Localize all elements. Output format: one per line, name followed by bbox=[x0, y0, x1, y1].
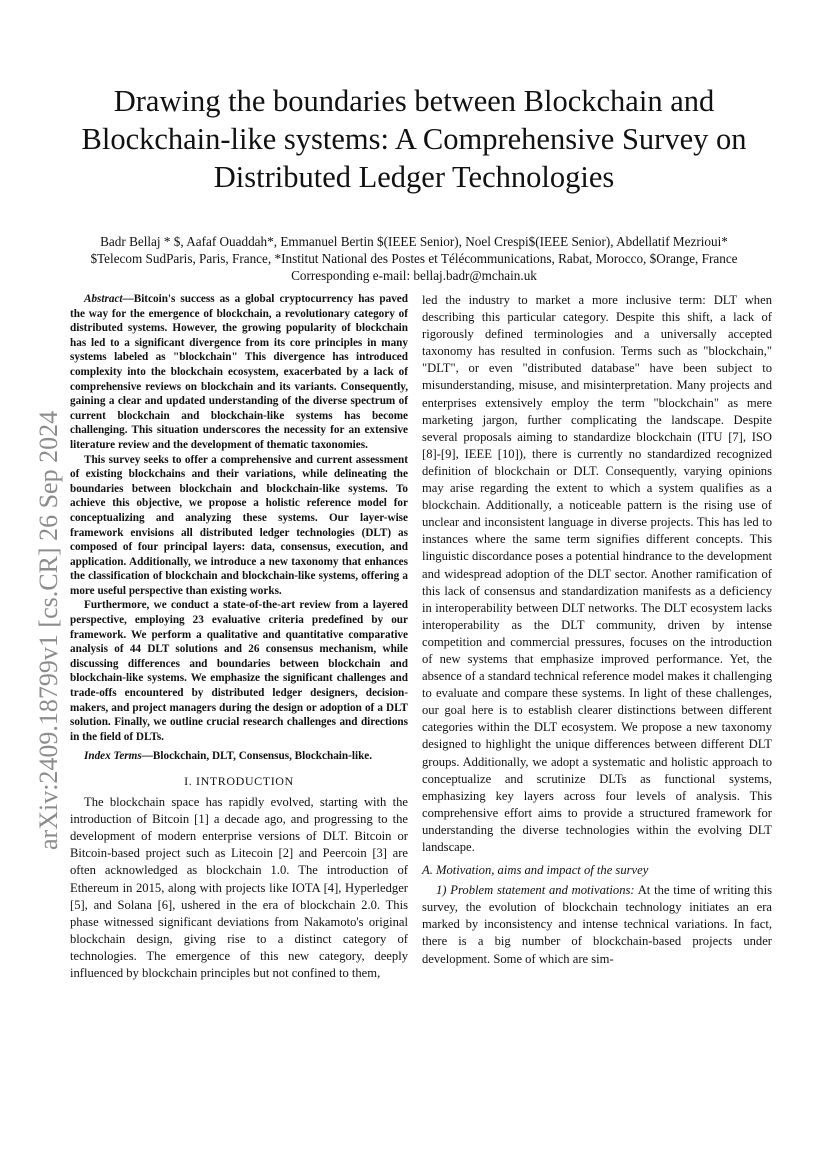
author-block bbox=[30, 233, 798, 284]
problem-statement-paragraph bbox=[422, 882, 772, 967]
index-terms-text: —Blockchain, DLT, Consensus, Blockchain-like. bbox=[141, 750, 373, 763]
intro-paragraph-1-continued: led the industry to market a more inclusive term: DLT when describing this particular category. Despite this shift, a lack of rigorously defined terminologies and a universally accepted taxonomy has resulted in confusion. Terms such as "blockchain," "DLT", or even "distributed database" have been subject to misunderstanding, misuse, and misinterpretation. Many projects and enterprises extensively employ the term "blockchain" as mere marketing jargon, further complicating the landscape. Despite several proposals aiming to standardize blockchain (ITU [7], ISO [8]-[9], IEEE [10]), there is currently no standardized recognized definition of blockchain or DLT. Consequently, varying opinions may arise regarding the extent to which a system qualifies as a blockchain. Additionally, a noticeable pattern is the rising use of unclear and inconsistent language in diverse projects. This has led to instances where the same term signifies different concepts. This linguistic discordance poses a potential hindrance to the development and widespread adoption of the DLT sector. Another ramification of this lack of consensus and standardization manifests as a deficiency in interoperability between DLT networks. The DLT ecosystem lacks interoperability as the DLT community, driven by intense competition and commercial pressures, focuses on the introduction of new systems that emphasize improved performance. Yet, the absence of a standard technical reference model makes it challenging to evaluate and compare these systems. In light of these challenges, our goal here is to establish clearer distinctions between different categories within the DLT ecosystem. We propose a new taxonomy designed to highlight the unique differences between different DLT groups. Additionally, we adopt a systematic and holistic approach to conceptualize and scrutinize DLTs as functional systems, emphasizing key layers across four levels of analysis. This comprehensive effort aims to provide a structured framework for understanding the diverse technologies within the evolving DLT landscape. bbox=[422, 293, 772, 854]
subsection-heading: A. Motivation, aims and impact of the survey bbox=[422, 863, 649, 878]
author-email: Corresponding e-mail: bellaj.badr@mchain.uk bbox=[291, 268, 537, 283]
abstract-paragraph-3: Furthermore, we conduct a state-of-the-art review from a layered perspective, employing 23 evaluative criteria predefined by our framework. We perform a qualitative and quantitative comparative analysis of 44 DLT solutions and 26 consensus mechanism, while discussing differences and boundaries between blockchain and blockchain-like systems. We emphasize the significant challenges and trade-offs encountered by distributed ledger designers, decision-makers, and project managers during the design or adoption of a DLT solution. Finally, we outline crucial research challenges and directions in the field of DLTs. bbox=[70, 599, 408, 743]
intro-paragraph-1: The blockchain space has rapidly evolved, starting with the introduction of Bitcoin [1] a decade ago, and progressing to the development of modern enterprise versions of DLT. Bitcoin or Bitcoin-based project such as Litecoin [2] and Peercoin [3] are often acknowledged as blockchain 1.0. The introduction of Ethereum in 2015, along with projects like IOTA [4], Hyperledger [5], and Solana [6], ushered in the era of blockchain 2.0. This phase witnessed significant deviations from Nakamoto's original blockchain design, giving rise to a distinct category of technologies. The emergence of this new category, deeply influenced by blockchain principles but not confined to them, bbox=[70, 795, 408, 981]
author-names: Badr Bellaj * $, Aafaf Ouaddah*, Emmanuel Bertin $(IEEE Senior), Noel Crespi$(IEEE Senior), Abdellatif Mezrioui* bbox=[100, 234, 728, 249]
abstract-paragraph-1 bbox=[70, 292, 408, 453]
problem-statement-text: At the time of writing this survey, the evolution of blockchain technology initiates an era marked by inconsistency and intense technical variations. In fact, there is a big number of blockchain-based projects under development. Some of which are sim- bbox=[422, 883, 773, 966]
left-column bbox=[70, 292, 408, 982]
paper-title: Drawing the boundaries between Blockchain and Blockchain-like systems: A Comprehensive Survey on Distributed Ledger Technologies bbox=[81, 84, 747, 194]
right-column bbox=[422, 292, 772, 968]
index-terms bbox=[70, 749, 408, 764]
abstract-paragraph-2: This survey seeks to offer a comprehensive and current assessment of existing blockchains and their variations, while delineating the boundaries between blockchain and blockchain-like systems. To achieve this objective, we propose a holistic reference model for conceptualizing and analyzing these systems. Our layer-wise framework envisions all distributed ledger technologies (DLT) as composed of four principal layers: data, consensus, execution, and application. Additionally, we introduce a new taxonomy that enhances the classification of blockchain and blockchain-like systems, offering a more useful perspective than existing works. bbox=[70, 453, 408, 597]
index-terms-label: Index Terms bbox=[84, 750, 142, 763]
arxiv-stamp: arXiv:2409.18799v1 [cs.CR] 26 Sep 2024 bbox=[34, 410, 63, 850]
intro-heading: I. INTRODUCTION bbox=[184, 774, 294, 788]
problem-statement-label: 1) Problem statement and motivations: bbox=[436, 883, 635, 898]
abstract-text-1: —Bitcoin's success as a global cryptocurrency has paved the way for the emergence of blockchain, a revolutionary category of distributed systems. However, the growing popularity of blockchain has led to a significant divergence from its core principles in many systems labeled as "blockchain" This divergence has introduced complexity into the blockchain ecosystem, exacerbated by a lack of comprehensive reviews on blockchain and its variants. Consequently, gaining a clear and updated understanding of the diverse spectrum of current blockchain and blockchain-like systems has become challenging. This situation underscores the necessity for an extensive literature review and the development of thematic taxonomies. bbox=[70, 293, 408, 451]
abstract-label: Abstract bbox=[84, 293, 123, 305]
author-affiliations: $Telecom SudParis, Paris, France, *Institut National des Postes et Télécommunications, Rabat, Morocco, $Orange, France bbox=[90, 251, 738, 266]
